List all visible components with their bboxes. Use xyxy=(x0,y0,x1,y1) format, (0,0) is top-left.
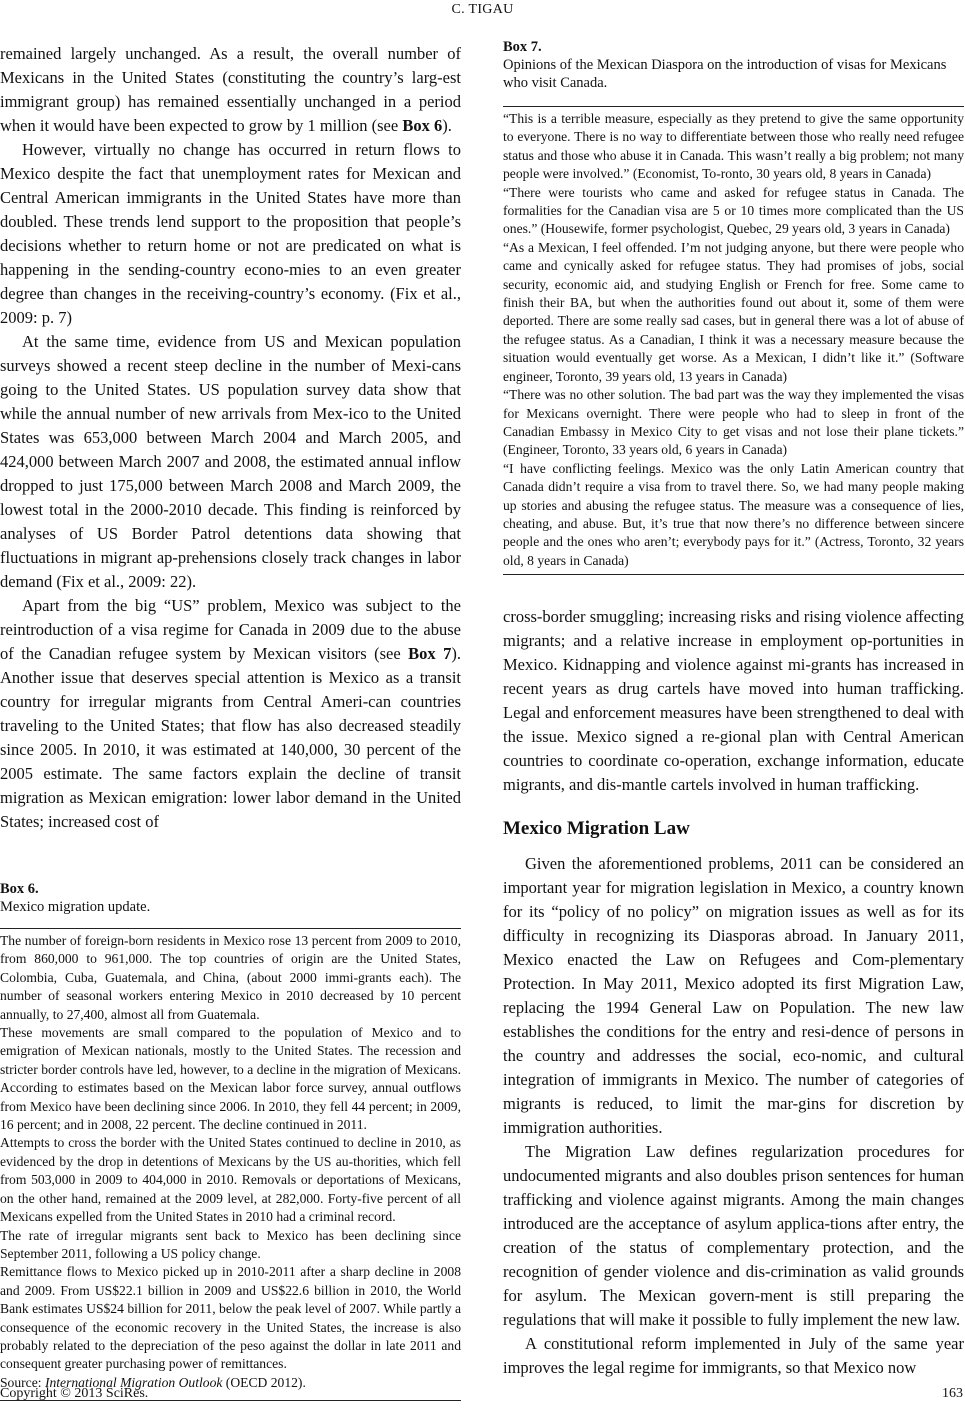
box-6 xyxy=(0,880,461,1401)
source-label: Source: xyxy=(0,1374,45,1390)
source-title: International Migration Outlook xyxy=(44,1374,223,1390)
box-7-top-rule xyxy=(503,106,964,107)
paragraph-text: Apart from the big “US” problem, Mexico was subject to the reintroduction of a visa regime for Canada in 2009 due to the abuse of the Canadian refugee system by Mexican visitors (see xyxy=(0,596,461,663)
body-paragraph: The Migration Law defines regularization procedures for undocumented migrants and also doubles prison sentences for human trafficking and violence against migrants. Among the main changes introduced are the acceptance of asylum applica-tions after entry, the creation of the status of complementary protection, and the recognition of gender violence and dis-crimination as valid grounds for asylum. The Mexican govern-ment is still preparing the regulations that will make it possible to fully implement the new law. xyxy=(503,1142,964,1330)
body-paragraph: However, virtually no change has occurred in return flows to Mexico despite the fact that unemployment rates for Mexican and Central American immigrants in the United States have more than doubled. These trends lend support to the proposition that people’s decisions whether to return home or not are predicated on what is happening in the sending-country econo-mies to an even greater degree than changes in the receiving-country’s economy. (Fix et al., 2009: p. 7) xyxy=(0,140,461,327)
body-paragraph: Given the aforementioned problems, 2011 can be considered an important year for migration legislation in Mexico, a country known for its “policy of no policy” on migration issues as well as for its difficulty in recognizing its Diasporas abroad. In January 2011, Mexico enacted the Law on Refugees and Com-plementary Protection. In May 2011, Mexico adopted its first Migration Law, replacing the 1994 General Law on Population. The new law establishes the conditions for the entry and resi-dence of persons in the country and addresses the social, eco-nomic, and cultural integration of immigrants in Mexico. The number of categories of migrants is reduced, to limit the mar-gins for discretion by immigration authorities. xyxy=(503,854,964,1138)
paragraph-text: ). Another issue that deserves special attention is Mexico as a transit country for irregular migrants from Central Ameri-can countries traveling to the United States; that flow has also decreased steadily since 2005. In 2010, it was estimated at 140,000, 30 percent of the 2005 estimate. The same factors explain the decline of transit migration as Mexican emigration: lower labor demand in the United States; increased cost of xyxy=(0,644,461,831)
running-head: C. TIGAU xyxy=(451,2,514,17)
box-6-paragraph: Remittance flows to Mexico picked up in 2010-2011 after a sharp decline in 2008 and 2009. From US$22.1 billion in 2009 and US$22.6 billion in 2010, the World Bank estimates US$24 billion for 2011, below the peak level of 2007. While partly a consequence of the economic recovery in the United States, the increase is also probably related to the depreciation of the peso against the dollar in late 2011 and consequent greater purchasing power of remittances. xyxy=(0,1264,461,1372)
box-7-subtitle: Opinions of the Mexican Diaspora on the introduction of visas for Mexicans who visit Canada. xyxy=(503,57,947,91)
left-column xyxy=(0,42,461,1401)
box-7-title: Box 7. xyxy=(503,39,542,55)
right-column xyxy=(503,38,964,1380)
section-heading: Mexico Migration Law xyxy=(503,818,690,840)
box-6-subtitle: Mexico migration update. xyxy=(0,899,151,915)
box-7-quote: “As a Mexican, I feel offended. I’m not judging anyone, but there were people who came and cynically asked for refugee status. They had promises of jobs, social security, economic aid, and studying English or French for free. Some came to finish their BA, but when the authorities found out about it, some of them were deported. There are some really sad cases, but in general there was a lot of abuse of the refugee status. As a Canadian, I think it was a necessary measure because the situation would eventually get worse. As a Mexican, I didn’t like it.” (Software engineer, Toronto, 39 years old, 13 years in Canada) xyxy=(503,239,964,384)
box-7-quote: “This is a terrible measure, especially as they pretend to give the same opportunity to everyone. There is no way to differentiate between those who really need refugee status and those who abuse it in Canada. This wasn’t really a big problem; not many people were involved.” (Economist, To-ronto, 30 years old, 8 years in Canada) xyxy=(503,111,964,182)
body-paragraph xyxy=(0,594,461,834)
paragraph-text: ). xyxy=(442,116,452,135)
box-7-reference: Box 7 xyxy=(408,644,452,663)
source-rest: (OECD 2012). xyxy=(222,1374,306,1390)
box-7-quote: “There were tourists who came and asked for refugee status in Canada. The formalities for the Canadian visa are 5 or 10 times more complicated than the US ones.” (Housewife, former psychologist, Quebec, 29 years old, 3 years in Canada) xyxy=(503,184,964,237)
box-6-title: Box 6. xyxy=(0,881,39,897)
box-6-paragraph: The number of foreign-born residents in Mexico rose 13 percent from 2009 to 2010, from 860,000 to 961,000. The top countries of origin are the United States, Colombia, Cuba, Guatemala, and China, (about 2000 immi-grants each). The number of seasonal workers entering Mexico in 2010 decreased by 10 percent annually, to 27,400, almost all from Guatemala. xyxy=(0,933,461,1022)
body-paragraph-continuation: cross-border smuggling; increasing risks and rising violence affecting migrants; and a relative increase in employment op-portunities in Mexico. Kidnapping and violence against mi-grants has increased in recent years as drug cartels have moved into human trafficking. Legal and enforcement measures have been strengthened to deal with the issue. Mexico signed a re-gional plan with Central American countries to coordinate co-operation, exchange information, educate migrants, and dis-mantle cartels involved in human trafficking. xyxy=(503,607,964,795)
copyright-footer: Copyright © 2013 SciRes. xyxy=(0,1386,149,1401)
box-7-quote: “There was no other solution. The bad part was the way they implemented the visas for Mexicans overnight. There were people who had to sleep in front of the Canadian Embassy in Mexico City to get visas and not lose their plane tickets.” (Engineer, Toronto, 33 years old, 6 years in Canada) xyxy=(503,387,964,458)
paragraph-text: remained largely unchanged. As a result, the overall number of Mexicans in the United States (constituting the country’s larg-est immigrant group) has remained essentially unchanged in a period when it would have been expected to grow by 1 million (see xyxy=(0,44,461,135)
body-paragraph: At the same time, evidence from US and Mexican population surveys showed a recent steep decline in the number of Mexi-cans going to the United States. US population survey data show that while the annual number of new arrivals from Mex-ico to the United States was 653,000 between March 2004 and March 2005, and 424,000 between March 2007 and 2008, the estimated annual inflow dropped to just 175,000 between March 2008 and March 2009, the lowest total in the 2000-2010 decade. This finding is reinforced by analyses of US Border Patrol detentions data showing that fluctuations in migrant ap-prehensions closely track changes in labor demand (Fix et al., 2009: 22). xyxy=(0,332,461,591)
box-6-paragraph: Attempts to cross the border with the United States continued to decline in 2010, as evidenced by the drop in detentions of Mexicans by the US au-thorities, which fell from 503,000 in 2009 to 404,000 in 2010. Removals or deportations of Mexicans, on the other hand, remained at the 2009 level, at 282,000. Forty-five percent of all Mexicans expelled from the United States in 2010 had a criminal record. xyxy=(0,1135,461,1225)
body-paragraph-continuation xyxy=(0,42,461,138)
box-7-bottom-rule xyxy=(503,574,964,575)
body-paragraph: A constitutional reform implemented in July of the same year improves the legal regime for immigrants, so that Mexico now xyxy=(503,1334,964,1378)
box-6-paragraph: The rate of irregular migrants sent back to Mexico has been declining since September 2011, following a US policy change. xyxy=(0,1227,461,1261)
box-7-quote: “I have conflicting feelings. Mexico was the only Latin American country that Canada didn’t require a visa from to travel there. So, we had many people making up stories and abusing the refugee status. The measure was a consequence of lies, cheating, and abuse. But, it’s true that now there’s no difference between sincere people and the ones who aren’t; everybody pays for it.” (Actress, Toronto, 32 years old, 8 years in Canada) xyxy=(503,460,964,568)
page-number: 163 xyxy=(942,1386,963,1401)
box-6-reference: Box 6 xyxy=(402,116,443,135)
box-6-paragraph: These movements are small compared to the population of Mexico and to emigration of Mexican nationals, mostly to the United States. The recession and stricter border controls have led, however, to a decline in the migration of Mexicans. According to estimates based on the Mexican labor force survey, annual outflows from Mexico have been declining since 2006. In 2010, they fell 44 percent; in 2009, 16 percent; and in 2008, 22 percent. The decline continued in 2011. xyxy=(0,1025,461,1133)
box-7 xyxy=(503,38,964,575)
box-6-top-rule xyxy=(0,928,461,929)
